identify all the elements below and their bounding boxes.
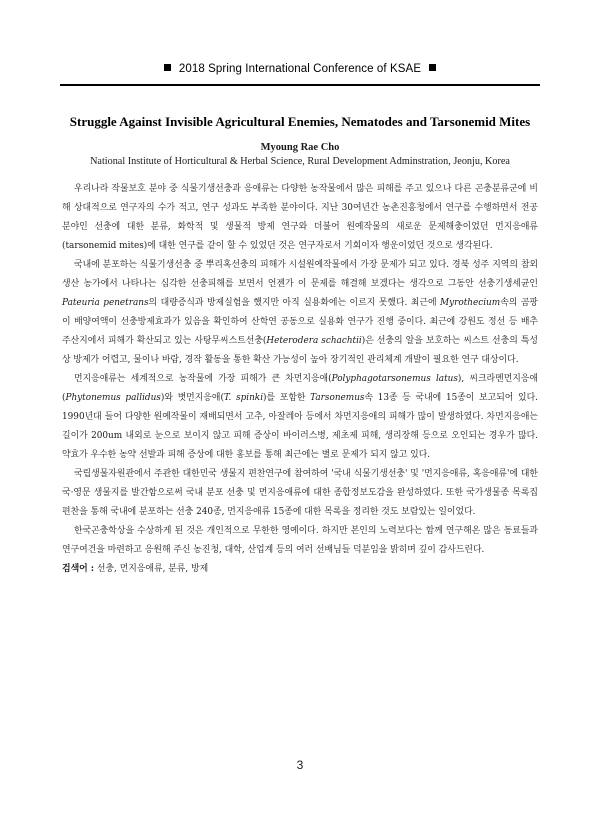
species-name: Pateuria penetrans (62, 298, 149, 308)
paragraph-5: 한국곤충학상을 수상하게 된 것은 개인적으로 무한한 영예이다. 하지만 본인의 노력보다는 함께 연구해온 많은 동료들과 연구여건을 마련하고 응원해 주신 농진청, 대학, 산업계 등의 여러 선배님들 덕분임을 밝히며 깊이 감사드린다. (62, 526, 538, 555)
abstract-body (62, 180, 538, 579)
paragraph-3 (62, 370, 538, 465)
square-bullet-icon (164, 64, 171, 71)
species-name: Heterodera schachtii (266, 336, 362, 346)
genus-name: Tarsonemus (310, 393, 365, 403)
text-run: 속의 곰팡이 배양여액이 선충방제효과가 있음을 확인하여 산학연 공동으로 실용화 연구가 진행 중이다. 최근에 강원도 정선 등 배추 주산지에서 피해가 확산되고 있는 사탕무씨스트선충( (62, 298, 538, 346)
conference-name: 2018 Spring International Conference of KSAE (178, 63, 422, 75)
keywords-terms: 선충, 먼지응애류, 분류, 방제 (94, 564, 209, 574)
text-run: )를 포함한 (263, 393, 311, 403)
paragraph-4: 국립생물자원관에서 주관한 대한민국 생물지 편찬연구에 참여하여 '국내 식물기생선충' 및 '먼지응애류, 혹응애류'에 대한 국·영문 생물지를 발간함으로써 국내 분포 선충 및 먼지응애류에 대한 종합정보도감을 완성하였다. 또한 국가생물종 목록집 편찬을 통해 국내에 분포하는 선충 240종, 먼지응애류 15종에 대한 목록을 정리한 것도 보람있는 일이었다. (62, 469, 538, 517)
text-run: )와 볏먼지응애( (160, 393, 224, 403)
keywords-label: 검색어 : (62, 564, 95, 574)
square-bullet-icon (429, 64, 436, 71)
species-name: Phytonemus pallidus (65, 393, 161, 403)
paper-affiliation: National Institute of Horticultural & Herbal Science, Rural Development Adminstration, Jeonju, Korea (90, 156, 510, 167)
conference-header (60, 63, 540, 75)
header-divider (60, 84, 540, 86)
text-run: 국내에 분포하는 식물기생선충 중 뿌리혹선충의 피해가 시설원예작물에서 가장 문제가 되고 있다. 경북 성주 지역의 참외생산 농가에서 나타나는 심각한 선충피해를 보면서 언젠가 이 문제를 해결해 보겠다는 생각으로 그동안 선충기생세균인 (62, 260, 538, 289)
paragraph-2 (62, 256, 538, 370)
text-run: )은 선충의 알을 보호하는 씨스트 선충의 특성 상 방제가 어렵고, 물이나 바람, 경작 활동을 통한 확산 가능성이 높아 장기적인 관리체계 개발이 필요한 연구 대상이다. (62, 336, 538, 365)
paper-title: Struggle Against Invisible Agricultural Enemies, Nematodes and Tarsonemid Mites (69, 114, 531, 129)
text-run: 의 대량증식과 방제실험을 했지만 아직 실용화에는 이르지 못했다. 최근에 (148, 298, 441, 308)
genus-name: Myrothecium (440, 298, 501, 308)
text-run: 먼지응애류는 세계적으로 농작물에 가장 피해가 큰 차먼지응애( (74, 374, 332, 384)
species-name: T. spinki (223, 393, 264, 403)
keywords (62, 560, 538, 579)
text-run: ), 씨크라멘먼지응애( (62, 374, 538, 403)
text-run: 속 13종 등 국내에 15종이 보고되어 있다. 1990년대 들어 다양한 원예작물이 재배되면서 고추, 아잘레아 등에서 차먼지응애의 피해가 많이 발생하였다. 차먼지응애는 길이가 200um 내외로 눈으로 보이지 않고 피해 증상이 바이러스병, 제초제 피해, 생리장해 등으로 오인되는 경우가 많다. 약효가 우수한 농약 선발과 피해 증상에 대한 홍보를 통해 최근에는 별로 문제가 되지 않고 있다. (62, 393, 538, 460)
paragraph-1: 우리나라 작물보호 분야 중 식물기생선충과 응애류는 다양한 농작물에서 많은 피해를 주고 있으나 다른 곤충분류군에 비해 상대적으로 연구자의 수가 적고, 연구 성과도 부족한 분야이다. 지난 30여년간 농촌진흥청에서 연구를 수행하면서 전공분야인 선충에 대한 분류, 화학적 및 생물적 방제 연구와 더불어 원예작물의 새로운 문제해충이었던 먼지응애류(tarsonemid mites)에 대한 연구를 같이 할 수 있었던 것은 연구자로서 기회이자 행운이었던 것으로 생각된다. (62, 184, 538, 251)
species-name: Polyphagotarsonemus latus (331, 374, 458, 384)
page-number: 3 (296, 758, 304, 772)
paper-author: Myoung Rae Cho (260, 142, 340, 153)
